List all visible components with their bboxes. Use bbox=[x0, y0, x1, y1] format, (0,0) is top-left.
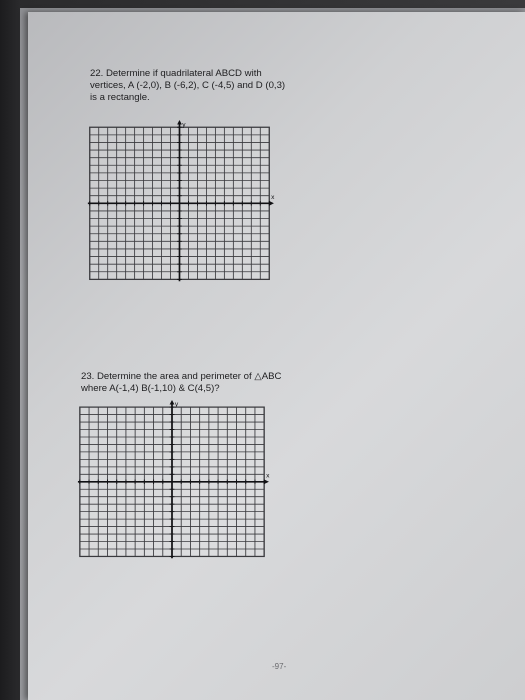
question-23 bbox=[81, 371, 281, 395]
y-axis-label: y bbox=[174, 401, 179, 409]
x-axis-arrow bbox=[264, 480, 269, 484]
question-22 bbox=[90, 68, 285, 104]
question-23-line-1: 23. Determine the area and perimeter of △ABC bbox=[81, 371, 282, 382]
coordinate-grid-22 bbox=[86, 120, 273, 283]
x-axis-arrow bbox=[269, 201, 274, 206]
question-22-line-3: is a rectangle. bbox=[90, 92, 150, 103]
y-axis-arrow bbox=[177, 120, 182, 125]
x-axis-label: x bbox=[266, 472, 270, 480]
question-22-line-2: vertices, A (-2,0), B (-6,2), C (-4,5) and D (0,3) bbox=[90, 80, 286, 91]
question-22-line-1: 22. Determine if quadrilateral ABCD with bbox=[90, 68, 262, 79]
question-23-line-2: where A(-1,4) B(-1,10) & C(4,5)? bbox=[81, 383, 220, 394]
worksheet-page bbox=[28, 12, 525, 700]
y-axis-arrow bbox=[170, 400, 175, 404]
page-number: -97- bbox=[272, 662, 287, 671]
x-axis-label: x bbox=[271, 193, 275, 201]
y-axis-label: y bbox=[182, 121, 186, 129]
coordinate-grid-23 bbox=[76, 400, 268, 560]
